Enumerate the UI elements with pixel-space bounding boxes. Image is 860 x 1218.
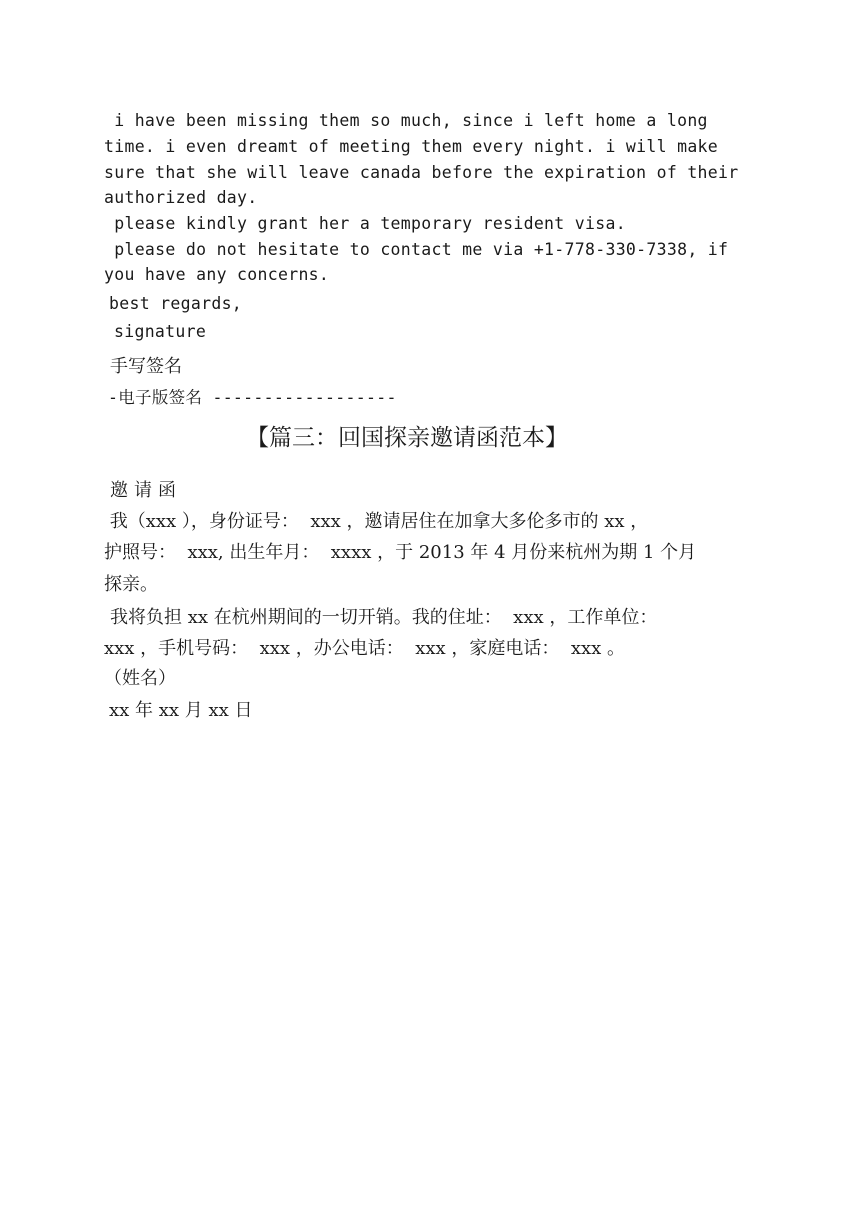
body-line: 探亲。 <box>104 574 158 595</box>
signature-text: signature <box>114 322 207 341</box>
closing-text: best regards, <box>109 294 243 313</box>
date-placeholder: xx 年 xx 月 xx 日 <box>109 700 253 721</box>
invitation-title: 邀请函 <box>110 480 182 501</box>
name-placeholder: （姓名） <box>104 668 176 689</box>
body-line: 护照号： xxx, 出生年月： xxxx ，于 2013 年 4 月份来杭州为期 1 个月 <box>104 542 697 563</box>
letter-line: please do not hesitate to contact me via +1-778-330-7338, if <box>104 240 729 259</box>
letter-line: sure that she will leave canada before the expiration of their <box>104 163 739 182</box>
electronic-signature-label: -电子版签名 ------------------ <box>108 388 397 407</box>
handwritten-signature-label: 手写签名 <box>110 356 182 377</box>
letter-line: authorized day. <box>104 188 258 207</box>
letter-line: time. i even dreamt of meeting them every night. i will make <box>104 137 719 156</box>
letter-line: i have been missing them so much, since i left home a long <box>104 111 708 130</box>
body-line: 我（xxx ），身份证号： xxx ，邀请居住在加拿大多伦多市的 xx ， <box>104 511 649 532</box>
section-heading: 【篇三：回国探亲邀请函范本】 <box>246 425 568 451</box>
letter-line: please kindly grant her a temporary resident visa. <box>104 214 626 233</box>
body-line: 我将负担 xx 在杭州期间的一切开销。我的住址： xxx ，工作单位： <box>110 607 658 628</box>
letter-line: you have any concerns. <box>104 265 330 284</box>
body-line: xxx ，手机号码： xxx ，办公电话： xxx ，家庭电话： xxx 。 <box>104 638 626 659</box>
